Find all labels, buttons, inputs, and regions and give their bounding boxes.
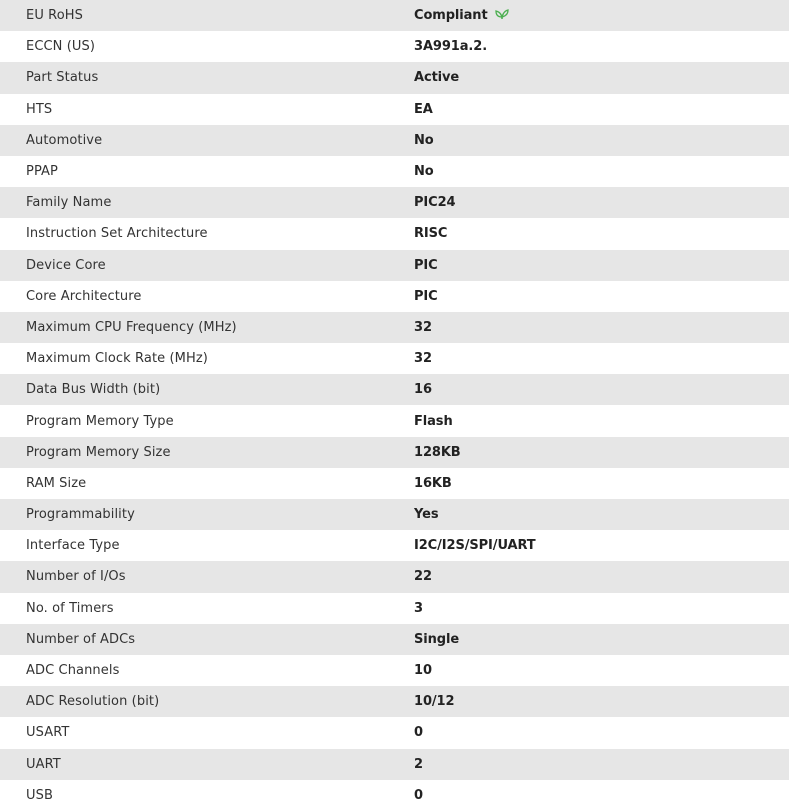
row-value: 16 <box>414 382 432 398</box>
row-value: 2 <box>414 756 423 772</box>
table-row <box>0 281 789 312</box>
table-row <box>0 686 789 717</box>
table-row <box>0 374 789 405</box>
table-row <box>0 624 789 655</box>
table-row <box>0 250 789 281</box>
row-value-cell <box>414 62 789 93</box>
row-value-cell <box>414 281 789 312</box>
row-label: Instruction Set Architecture <box>26 226 208 242</box>
row-value-cell <box>414 156 789 187</box>
row-label: USB <box>26 787 53 803</box>
row-label: RAM Size <box>26 475 87 491</box>
table-row <box>0 530 789 561</box>
row-value-cell <box>414 561 789 592</box>
row-value: No <box>414 132 434 148</box>
table-row <box>0 499 789 530</box>
row-label: ECCN (US) <box>26 39 96 55</box>
table-row <box>0 156 789 187</box>
row-value: PIC <box>414 288 438 304</box>
row-label: Programmability <box>26 507 135 523</box>
table-row <box>0 31 789 62</box>
row-label: No. of Timers <box>26 600 114 616</box>
row-label: Program Memory Type <box>26 413 174 429</box>
row-value: Yes <box>414 507 439 523</box>
row-label: HTS <box>26 101 53 117</box>
row-value-cell <box>414 655 789 686</box>
row-value-cell <box>414 499 789 530</box>
row-value: I2C/I2S/SPI/UART <box>414 538 536 554</box>
row-value-cell <box>414 218 789 249</box>
row-value: 16KB <box>414 475 452 491</box>
row-value-cell <box>414 94 789 125</box>
table-row <box>0 343 789 374</box>
table-row <box>0 655 789 686</box>
table-row <box>0 218 789 249</box>
row-value-cell <box>414 686 789 717</box>
row-value: 0 <box>414 725 423 741</box>
row-label: Device Core <box>26 257 106 273</box>
row-value: Active <box>414 70 460 86</box>
row-value-cell <box>414 717 789 748</box>
row-label: EU RoHS <box>26 8 83 24</box>
row-label: USART <box>26 725 70 741</box>
table-row <box>0 749 789 780</box>
table-row <box>0 437 789 468</box>
row-value: 10 <box>414 663 432 679</box>
row-label: Automotive <box>26 132 103 148</box>
table-row <box>0 593 789 624</box>
row-value-cell <box>414 624 789 655</box>
table-row <box>0 312 789 343</box>
row-value: No <box>414 164 434 180</box>
table-row <box>0 780 789 811</box>
row-label: ADC Resolution (bit) <box>26 694 160 710</box>
row-value-cell <box>414 437 789 468</box>
row-value-cell <box>414 125 789 156</box>
row-value-cell <box>414 187 789 218</box>
row-value-cell <box>414 405 789 436</box>
table-row <box>0 125 789 156</box>
leaf-icon <box>495 8 509 20</box>
row-value-cell <box>414 0 789 31</box>
row-value-cell <box>414 250 789 281</box>
row-label: Maximum CPU Frequency (MHz) <box>26 319 237 335</box>
row-label: Number of ADCs <box>26 631 136 647</box>
table-row <box>0 468 789 499</box>
row-value-cell <box>414 593 789 624</box>
row-value: 0 <box>414 787 423 803</box>
table-row <box>0 561 789 592</box>
row-label: Part Status <box>26 70 99 86</box>
row-value-cell <box>414 343 789 374</box>
row-value-cell <box>414 780 789 811</box>
row-value: 32 <box>414 351 432 367</box>
row-label: Maximum Clock Rate (MHz) <box>26 351 208 367</box>
row-value: Flash <box>414 413 453 429</box>
row-value: Compliant <box>414 8 488 24</box>
row-value: Single <box>414 631 460 647</box>
table-row <box>0 187 789 218</box>
row-label: PPAP <box>26 164 58 180</box>
row-label: Family Name <box>26 195 112 211</box>
row-label: Core Architecture <box>26 288 142 304</box>
row-value-cell <box>414 749 789 780</box>
row-value: PIC24 <box>414 195 456 211</box>
row-value: 3 <box>414 600 423 616</box>
table-row <box>0 62 789 93</box>
table-row <box>0 0 789 31</box>
row-label: ADC Channels <box>26 663 120 679</box>
row-label: Number of I/Os <box>26 569 126 585</box>
row-label: Data Bus Width (bit) <box>26 382 161 398</box>
row-value-cell <box>414 312 789 343</box>
row-label: UART <box>26 756 61 772</box>
row-value: 22 <box>414 569 432 585</box>
row-value: 32 <box>414 319 432 335</box>
row-value: 10/12 <box>414 694 455 710</box>
row-value-cell <box>414 468 789 499</box>
row-value-cell <box>414 31 789 62</box>
table-row <box>0 405 789 436</box>
row-value-cell <box>414 530 789 561</box>
table-row <box>0 94 789 125</box>
row-label: Program Memory Size <box>26 444 171 460</box>
row-value: PIC <box>414 257 438 273</box>
row-value: 3A991a.2. <box>414 39 488 55</box>
row-label: Interface Type <box>26 538 120 554</box>
row-value: RISC <box>414 226 448 242</box>
row-value-cell <box>414 374 789 405</box>
row-value: EA <box>414 101 433 117</box>
row-value: 128KB <box>414 444 461 460</box>
table-row <box>0 717 789 748</box>
